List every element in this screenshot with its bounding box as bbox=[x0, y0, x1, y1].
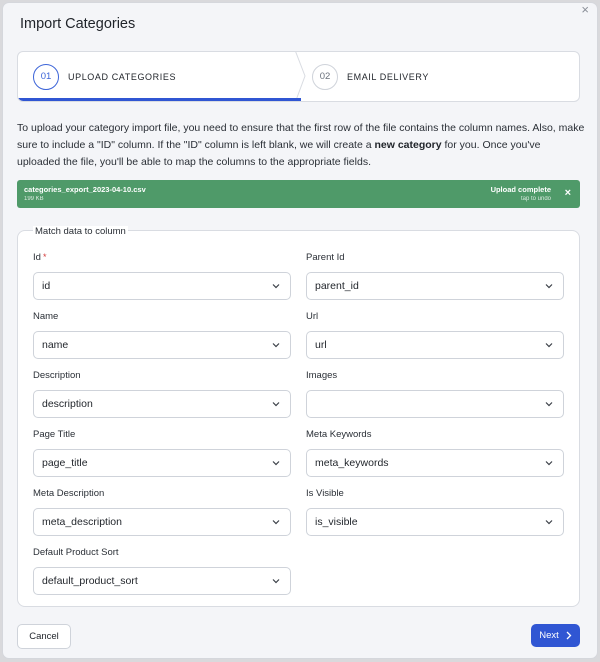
instructions-part: To upload your category import file, you need to ensure that the first row of the file contains the column names. Also, make sure to include a "ID" column. If the "ID" column is left blank, we will create a bbox=[17, 122, 585, 151]
id-select[interactable] bbox=[33, 272, 291, 300]
step-email-delivery[interactable] bbox=[300, 52, 580, 101]
chevron-down-icon bbox=[271, 458, 281, 468]
chevron-down-icon bbox=[271, 281, 281, 291]
step-upload-categories[interactable] bbox=[18, 52, 300, 101]
chevron-down-icon bbox=[271, 576, 281, 586]
url-select[interactable] bbox=[306, 331, 564, 359]
parent-id-select[interactable] bbox=[306, 272, 564, 300]
column-mapping-card bbox=[17, 226, 580, 607]
is-visible-select[interactable] bbox=[306, 508, 564, 536]
mapping-title: Match data to column bbox=[35, 226, 126, 237]
field-label: Parent Id bbox=[306, 252, 345, 263]
field-url bbox=[306, 311, 564, 359]
name-select[interactable] bbox=[33, 331, 291, 359]
chevron-down-icon bbox=[544, 458, 554, 468]
select-value: meta_keywords bbox=[315, 457, 389, 469]
select-value: name bbox=[42, 339, 69, 351]
images-select[interactable] bbox=[306, 390, 564, 418]
upload-filesize: 199 KB bbox=[24, 196, 44, 202]
step-number: 02 bbox=[312, 64, 338, 90]
field-description bbox=[33, 370, 291, 418]
select-value: description bbox=[42, 398, 93, 410]
field-label: Is Visible bbox=[306, 488, 344, 499]
undo-upload-link[interactable]: tap to undo bbox=[520, 196, 551, 202]
modal-title: Import Categories bbox=[20, 16, 136, 32]
field-parent-id bbox=[306, 252, 564, 300]
stepper bbox=[17, 51, 580, 102]
description-select[interactable] bbox=[33, 390, 291, 418]
chevron-down-icon bbox=[544, 399, 554, 409]
meta-keywords-select[interactable] bbox=[306, 449, 564, 477]
select-value: meta_description bbox=[42, 516, 122, 528]
field-meta-keywords bbox=[306, 429, 564, 477]
instructions-emphasis: new category bbox=[374, 139, 442, 151]
chevron-down-icon bbox=[271, 340, 281, 350]
field-id bbox=[33, 252, 291, 300]
field-label: Default Product Sort bbox=[33, 547, 119, 558]
remove-upload-icon[interactable]: × bbox=[564, 187, 571, 199]
field-label-text: Id bbox=[33, 252, 41, 263]
field-label: Description bbox=[33, 370, 81, 381]
upload-status: Upload complete bbox=[490, 185, 551, 194]
next-button[interactable] bbox=[531, 624, 580, 647]
next-label: Next bbox=[539, 630, 559, 641]
field-is-visible bbox=[306, 488, 564, 536]
upload-filename: categories_export_2023-04-10.csv bbox=[24, 185, 146, 194]
cancel-button[interactable]: Cancel bbox=[17, 624, 71, 649]
field-label: Name bbox=[33, 311, 59, 322]
field-page-title bbox=[33, 429, 291, 477]
field-images bbox=[306, 370, 564, 418]
step-number: 01 bbox=[33, 64, 59, 90]
select-value: id bbox=[42, 280, 51, 292]
select-value: default_product_sort bbox=[42, 575, 138, 587]
select-value: url bbox=[315, 339, 327, 351]
field-meta-description bbox=[33, 488, 291, 536]
chevron-down-icon bbox=[271, 517, 281, 527]
chevron-right-icon bbox=[565, 631, 572, 640]
chevron-down-icon bbox=[271, 399, 281, 409]
required-marker: * bbox=[42, 252, 47, 262]
instructions-part: for you. Once you've uploaded the file, you'll be able to map the columns to the appropriate fields. bbox=[17, 139, 541, 168]
field-label bbox=[33, 252, 291, 266]
chevron-down-icon bbox=[544, 517, 554, 527]
close-icon[interactable]: × bbox=[581, 2, 589, 17]
meta-description-select[interactable] bbox=[33, 508, 291, 536]
page-title-select[interactable] bbox=[33, 449, 291, 477]
field-name bbox=[33, 311, 291, 359]
field-label: Url bbox=[306, 311, 319, 322]
field-label: Meta Keywords bbox=[306, 429, 372, 440]
field-label: Page Title bbox=[33, 429, 76, 440]
field-label: Meta Description bbox=[33, 488, 105, 499]
field-default-product-sort bbox=[33, 547, 291, 595]
select-value: is_visible bbox=[315, 516, 358, 528]
upload-status-bar bbox=[17, 180, 580, 208]
select-value: parent_id bbox=[315, 280, 359, 292]
select-value: page_title bbox=[42, 457, 88, 469]
step-label: EMAIL DELIVERY bbox=[347, 71, 429, 82]
chevron-down-icon bbox=[544, 281, 554, 291]
step-label: UPLOAD CATEGORIES bbox=[68, 71, 177, 82]
active-step-indicator bbox=[18, 98, 301, 101]
instructions-text bbox=[17, 120, 585, 171]
chevron-down-icon bbox=[544, 340, 554, 350]
default-product-sort-select[interactable] bbox=[33, 567, 291, 595]
field-label: Images bbox=[306, 370, 338, 381]
